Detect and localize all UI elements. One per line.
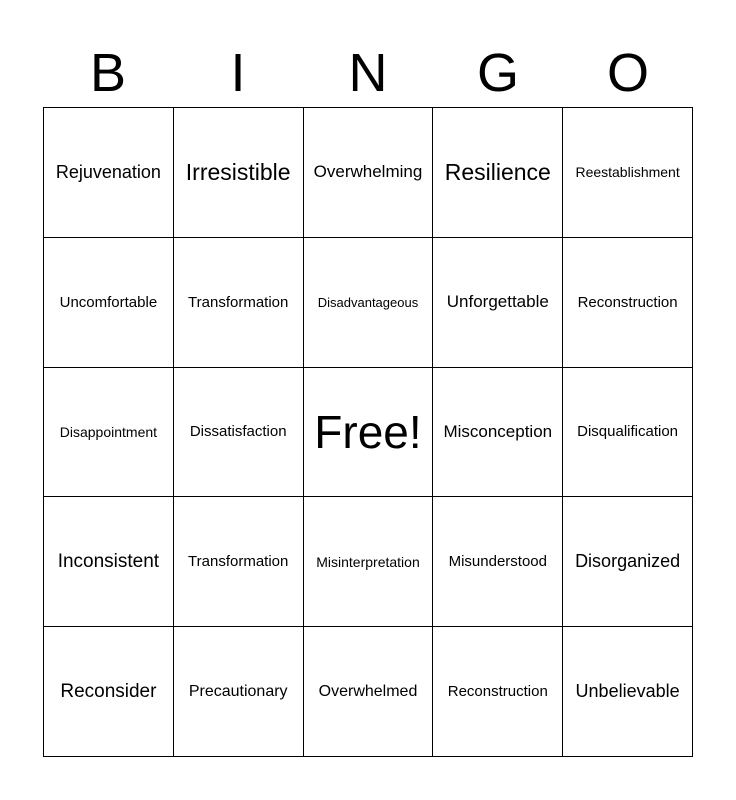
bingo-cell: Inconsistent xyxy=(44,497,174,627)
bingo-cell: Disqualification xyxy=(563,368,693,498)
bingo-cell: Misunderstood xyxy=(433,497,563,627)
header-letter-o: O xyxy=(606,43,649,103)
header-letter-b: B xyxy=(89,43,127,103)
bingo-cell: Dissatisfaction xyxy=(174,368,304,498)
bingo-cell: Unforgettable xyxy=(433,238,563,368)
bingo-cell: Disorganized xyxy=(563,497,693,627)
header-letter-n: N xyxy=(348,43,388,103)
bingo-cell: Misinterpretation xyxy=(304,497,434,627)
bingo-cell: Transformation xyxy=(174,238,304,368)
bingo-cell: Unbelievable xyxy=(563,627,693,757)
header-letter-i: I xyxy=(230,43,246,103)
bingo-cell: Reestablishment xyxy=(563,108,693,238)
bingo-board xyxy=(43,107,693,757)
bingo-cell: Resilience xyxy=(433,108,563,238)
free-space-cell: Free! xyxy=(304,368,434,498)
bingo-cell: Overwhelmed xyxy=(304,627,434,757)
bingo-cell: Disadvantageous xyxy=(304,238,434,368)
bingo-cell: Disappointment xyxy=(44,368,174,498)
bingo-header xyxy=(43,40,693,106)
bingo-cell: Precautionary xyxy=(174,627,304,757)
bingo-cell: Misconception xyxy=(433,368,563,498)
bingo-cell: Rejuvenation xyxy=(44,108,174,238)
bingo-cell: Reconstruction xyxy=(563,238,693,368)
bingo-cell: Transformation xyxy=(174,497,304,627)
bingo-cell: Reconstruction xyxy=(433,627,563,757)
bingo-cell: Reconsider xyxy=(44,627,174,757)
bingo-cell: Uncomfortable xyxy=(44,238,174,368)
bingo-cell: Overwhelming xyxy=(304,108,434,238)
bingo-cell: Irresistible xyxy=(174,108,304,238)
header-letter-g: G xyxy=(476,43,519,103)
